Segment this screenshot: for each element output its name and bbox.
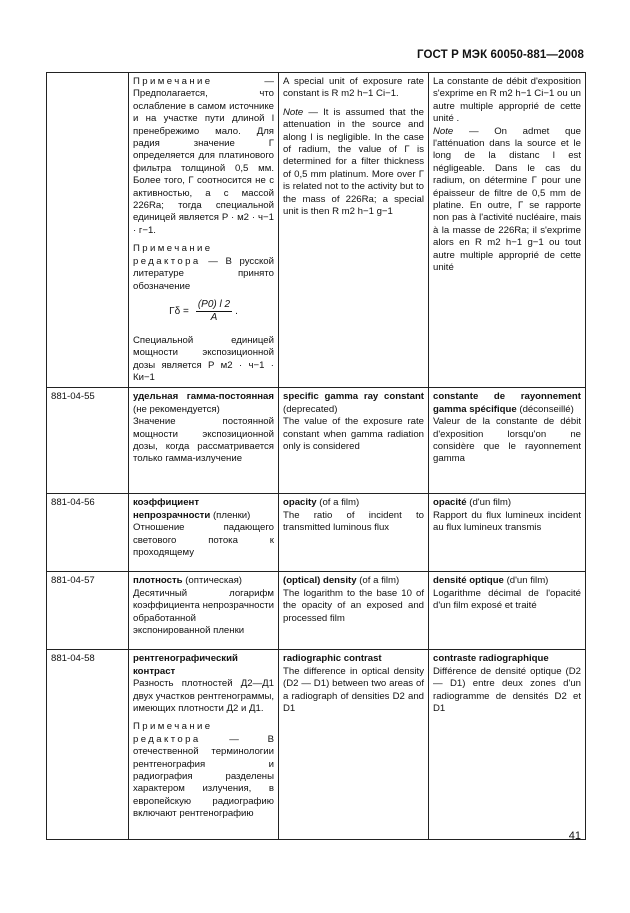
document-header: ГОСТ Р МЭК 60050-881—2008 <box>417 49 584 61</box>
page-number: 41 <box>568 830 581 842</box>
term: densité optique <box>433 575 504 587</box>
definition-text: Разность плотностей Д2—Д1 двух участков рентгенограммы, имеющих плотности Д2 и Д1. <box>133 678 275 714</box>
term: specific gamma ray constant <box>283 391 424 403</box>
term-qualifier: (deprecated) <box>283 403 338 415</box>
french-cell <box>429 73 586 388</box>
definition-text: The difference in optical density (D2 — D1) between two areas of a radiograph of densities D2 and D1 <box>283 665 424 714</box>
french-cell <box>429 388 586 494</box>
definition-text: Différence de densité optique (D2 — D1) entre deux zones d'un radiogramme de densités D2 et D1 <box>433 665 581 714</box>
table-row <box>47 572 586 650</box>
russian-cell <box>129 650 279 840</box>
formula-denominator: A <box>210 312 218 324</box>
definition-text: Отношение падающего светового потока к проходящему <box>133 522 274 558</box>
gamma-formula: Γδ = $\frac{(P0) l 2}{A}$ . <box>169 298 238 324</box>
editor-note-label: Примечание редактора <box>133 721 213 745</box>
english-cell <box>279 650 429 840</box>
russian-cell <box>129 572 279 650</box>
definition-text: Значение постоянной мощности экспозиционной дозы, когда рассматривается только гамма-излучение <box>133 416 274 465</box>
term-number: 881-04-58 <box>47 650 129 840</box>
english-cell <box>279 572 429 650</box>
term-number: 881-04-55 <box>47 388 129 494</box>
term-number: 881-04-57 <box>47 572 129 650</box>
note-text: — On admet que l'atténuation dans la source et le long de la distanc l est négligeable. Dans le cas du radium, on détermine Γ pour une épaisseur de filtre de 0,5 mm de platine. En outre, Γ se rapporte non pas à l'activité nucléaire, mais à la masse de 226Ra; il s'exprime alors en R m2 h−1 g−1 ou tout autre multiple approprié de cette unité <box>433 125 581 274</box>
table-row <box>47 650 586 840</box>
term-qualifier: (d'un film) <box>469 497 512 509</box>
definition-text: Rapport du flux lumineux incident au flux lumineux transmis <box>433 509 581 534</box>
editor-note-text: — В русской литературе принято обозначение <box>133 255 274 292</box>
english-cell <box>279 73 429 388</box>
editor-note-text: — В отечественной терминологии рентгенография и радиография разделены характером излучения, в европейскую радиографию включают рентгенографию <box>133 733 274 820</box>
formula-fraction <box>196 299 232 325</box>
term-qualifier: (d'un film) <box>506 575 549 587</box>
definition-text: Valeur de la constante de débit d'exposition lorsqu'on ne considère que le rayonnement gamma <box>433 416 581 465</box>
definition-text: A special unit of exposure rate constant is R m2 h−1 Ci−1. <box>283 76 424 100</box>
term-qualifier: (of a film) <box>319 497 360 509</box>
note-label: Note <box>283 106 304 118</box>
french-cell <box>429 572 586 650</box>
term-qualifier: (déconseillé) <box>519 403 574 415</box>
term: radiographic contrast <box>283 653 382 665</box>
russian-cell <box>129 388 279 494</box>
term: плотность <box>133 575 183 587</box>
definition-text: Logarithme décimal de l'opacité d'un film exposé et traité <box>433 587 581 612</box>
definition-text: The ratio of incident to transmitted luminous flux <box>283 509 424 534</box>
table-row <box>47 388 586 494</box>
note-label: Note <box>433 125 454 137</box>
english-cell <box>279 388 429 494</box>
term-qualifier: (не рекомендуется) <box>133 403 220 415</box>
russian-cell <box>129 494 279 572</box>
french-cell <box>429 494 586 572</box>
formula-lhs: Γδ = <box>169 305 189 317</box>
definition-text: La constante de débit d'exposition s'exprime en R m2 h−1 Ci−1 ou un autre multiple approprié de cette unité . <box>433 76 581 125</box>
russian-cell <box>129 73 279 388</box>
editor-note-label: Примечание редактора <box>133 243 213 267</box>
term-qualifier: (оптическая) <box>185 575 242 587</box>
term: contraste radiographique <box>433 653 549 665</box>
term: удельная гамма-постоянная <box>133 391 274 403</box>
term: constante de rayonnement gamma spécifique <box>433 391 581 415</box>
terminology-table <box>46 72 586 840</box>
note-text: — It is assumed that the attenuation in the source and along l is negligible. In the case of radium, the value of Γ is determined for a filter thickness of 0,5 mm platinum. More over Γ is related not to the activity but to the mass of 226Ra; a special unit is then R m2 h−1 g−1 <box>283 106 424 218</box>
term: opacité <box>433 497 467 509</box>
note-label: Примечание <box>133 76 213 87</box>
table-row <box>47 494 586 572</box>
table-row <box>47 73 586 388</box>
term: opacity <box>283 497 317 509</box>
term: коэффициент непрозрачности <box>133 497 211 521</box>
note-text: Специальной единицей мощности экспозиционной дозы является P м2 · ч−1 · Ки−1 <box>133 334 274 383</box>
term-qualifier: (пленки) <box>212 509 251 521</box>
code-cell <box>47 73 129 388</box>
term-qualifier: (of a film) <box>359 575 400 587</box>
definition-text: The logarithm to the base 10 of the opacity of an exposed and processed film <box>283 587 424 624</box>
formula-numerator: (P0) l 2 <box>196 299 232 312</box>
term-number: 881-04-56 <box>47 494 129 572</box>
french-cell <box>429 650 586 840</box>
term: (optical) density <box>283 575 357 587</box>
term: рентгенографический контраст <box>133 653 238 677</box>
definition-text: The value of the exposure rate constant when gamma radiation only is considered <box>283 416 424 452</box>
english-cell <box>279 494 429 572</box>
note-text: — Предполагается, что ослабление в самом источнике и на участке пути длиной l пренебрежимо мало. Для радия значение Γ определяется для платинового фильтра толщиной 0,5 мм. Более того, Γ соотносится не с активностью, а с массой 226Ra; тогда специальной единицей является P · м2 · ч−1 · г−1. <box>133 76 274 236</box>
definition-text: Десятичный логарифм коэффициента непрозрачности обработанной экспонированной пленки <box>133 587 274 636</box>
